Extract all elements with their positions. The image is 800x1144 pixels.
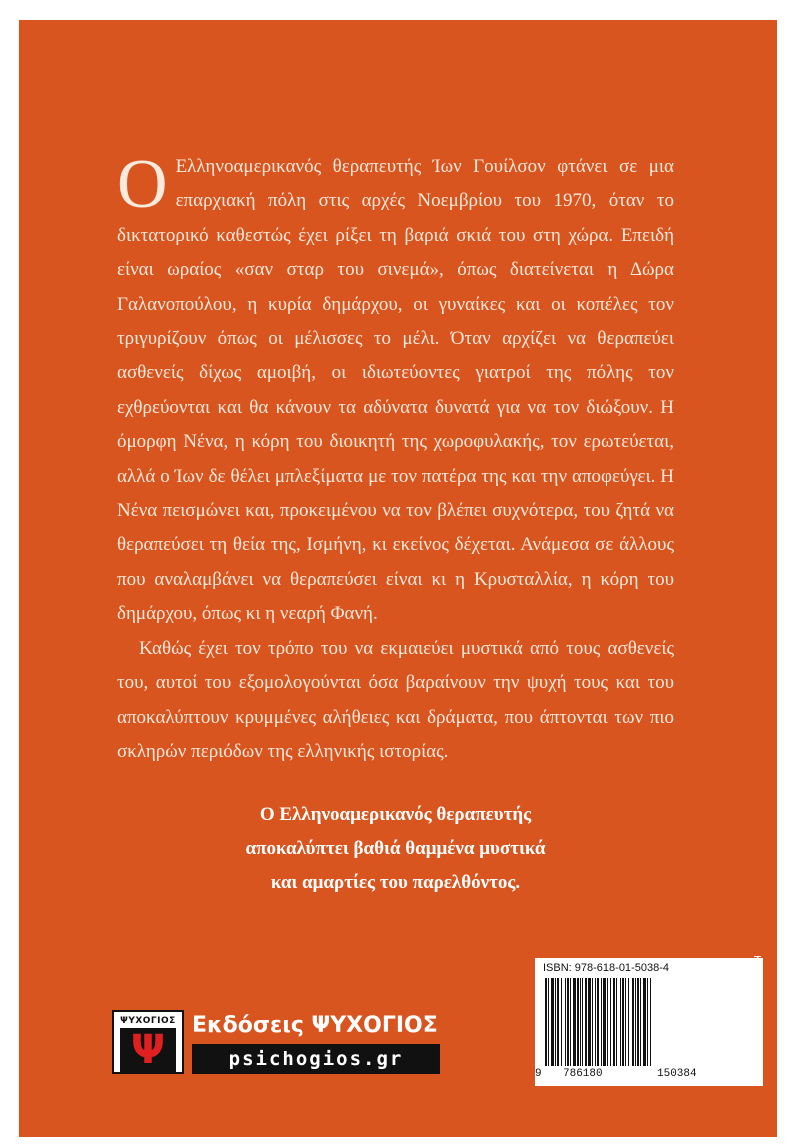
synopsis [117,146,674,769]
product-code: ΚΩΔ. ΜΗΧ/ΣΗΣ: 28590 [751,955,762,1068]
psi-icon: Ψ [120,1028,176,1072]
publisher-emblem-brand: ΨΥΧΟΓΙΟΣ [120,1016,176,1026]
barcode-icon [545,978,741,1066]
barcode-panel [535,958,763,1086]
synopsis-paragraph-2: Καθώς έχει τον τρόπο του να εκμαιεύει μυστικά από τους ασθενείς του, αυτοί του εξομολογούνται όσα βαραίνουν την ψυχή τους και του αποκαλύπτουν κρυμμένες αλήθειες και δράματα, που άπτονται των πιο σκληρών περιόδων της ελληνικής ιστορίας. [117,637,674,762]
barcode-digit-first: 9 [535,1068,542,1080]
publisher-website: psichogios.gr [192,1044,440,1074]
barcode-digits-left: 786180 [563,1068,603,1080]
publisher-name: Εκδόσεις ΨΥΧΟΓΙΟΣ [192,1013,438,1038]
publisher-logo [112,1010,442,1082]
barcode-digits-right: 150384 [657,1068,697,1080]
tagline-line-1: Ο Ελληνοαμερικανός θεραπευτής [259,804,532,825]
drop-cap: Ο [117,146,168,223]
tagline-line-2: αποκαλύπτει βαθιά θαμμένα μυστικά [245,838,546,859]
synopsis-paragraph-1-text: Ελληνοαμερικανός θεραπευτής Ίων Γουίλσον φτάνει σε μια επαρχιακή πόλη στις αρχές Νοεμβρίου του 1970, όταν το δικτατορικό καθεστώς έχει ρίξει τη βαριά σκιά του στη χώρα. Επειδή είναι ωραίος «σαν σταρ του σινεμά», όπως διατείνεται η Δώρα Γαλανοπούλου, η κυρία δημάρχου, οι γυναίκες και οι κοπέλες τον τριγυρίζουν όπως οι μέλισσες το μέλι. Όταν αρχίζει να θεραπεύει ασθενείς δίχως αμοιβή, οι ιδιωτεύοντες γιατροί της πόλης τον εχθρεύονται και θα κάνουν τα αδύνατα δυνατά για να τον διώξουν. Η όμορφη Νένα, η κόρη του διοικητή της χωροφυλακής, τον ερωτεύεται, αλλά ο Ίων δε θέλει μπλεξίματα με τον πατέρα της και την αποφεύγει. Η Νένα πεισμώνει και, προκειμένου να τον βλέπει συχνότερα, του ζητά να θεραπεύσει τη θεία της, Ισμήνη, κι εκείνος δέχεται. Ανάμεσα σε άλλους που αναλαμβάνει να θεραπεύσει είναι κι η Κρυσταλλία, η κόρη του δημάρχου, όπως κι η νεαρή Φανή. [117,156,674,625]
tagline-line-3: και αμαρτίες του παρελθόντος. [270,872,521,893]
publisher-emblem [112,1010,184,1074]
synopsis-paragraph-1 [117,146,674,632]
isbn-text: ISBN: 978-618-01-5038-4 [543,962,669,974]
tagline [117,798,674,900]
